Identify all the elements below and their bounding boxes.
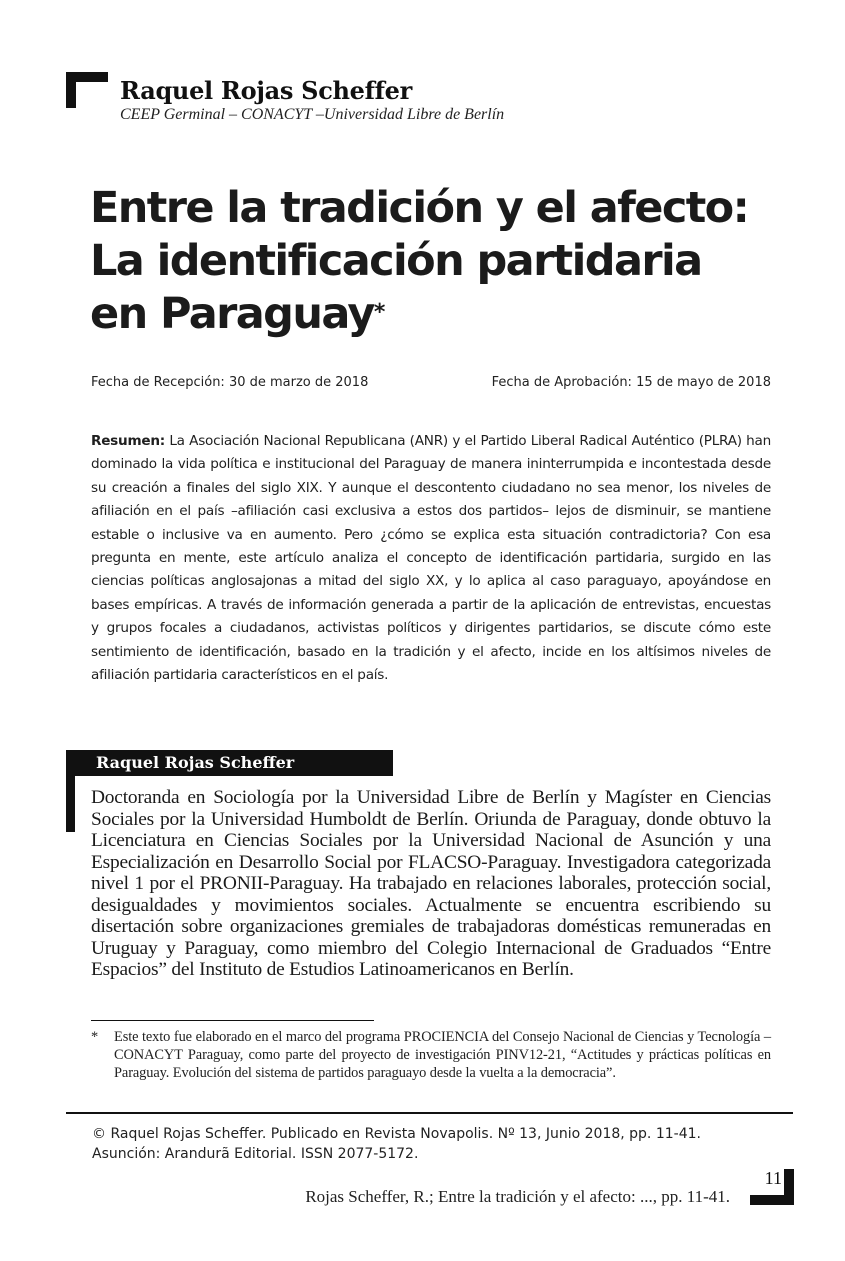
page-number: 11	[764, 1168, 782, 1188]
title-line-3: en Paraguay	[90, 289, 374, 339]
author-affiliation: CEEP Germinal – CONACYT –Universidad Libre de Berlín	[120, 106, 505, 123]
copyright-line-1: © Raquel Rojas Scheffer. Publicado en Revista Novapolis. Nº 13, Junio 2018, pp. 11-41.	[92, 1126, 701, 1142]
corner-mark-top-left	[66, 72, 108, 108]
bio-label: Raquel Rojas Scheffer	[96, 753, 295, 772]
copyright-notice	[92, 1124, 782, 1164]
title-line-1: Entre la tradición y el afecto:	[90, 183, 749, 233]
abstract-label: Resumen:	[91, 433, 165, 449]
copyright-line-2: Asunción: Arandurã Editorial. ISSN 2077-5172.	[92, 1146, 419, 1162]
footnote	[91, 1028, 771, 1082]
running-footer: Rojas Scheffer, R.; Entre la tradición y el afecto: ..., pp. 11-41.	[305, 1187, 730, 1206]
reception-date: Fecha de Recepción: 30 de marzo de 2018	[91, 375, 369, 390]
approval-date: Fecha de Aprobación: 15 de mayo de 2018	[491, 375, 771, 390]
footnote-mark: *	[91, 1029, 99, 1045]
author-name: Raquel Rojas Scheffer	[120, 76, 413, 105]
author-bio: Doctoranda en Sociología por la Universidad Libre de Berlín y Magíster en Ciencias Sociales por la Universidad Humboldt de Berlín. Oriunda de Paraguay, donde obtuvo la Licenciatura en Ciencias Sociales por la Universidad Nacional de Asunción y una Especialización en Desarrollo Social por FLACSO-Paraguay. Investigadora categorizada nivel 1 por el PRONII-Paraguay. Ha trabajado en relaciones laborales, protección social, desigualdades y movimientos sociales. Actualmente se encuentra escribiendo su disertación sobre organizaciones gremiales de trabajadoras domésticas remuneradas en Uruguay y Paraguay, como miembro del Colegio Internacional de Graduados “Entre Espacios” del Instituto de Estudios Latinoamericanos en Berlín.	[91, 787, 771, 980]
footnote-rule	[91, 1020, 374, 1021]
bio-bracket	[66, 776, 75, 832]
title-footnote-mark: *	[373, 300, 386, 325]
abstract	[91, 430, 771, 687]
bottom-rule	[66, 1112, 793, 1114]
title-line-2: La identificación partidaria	[90, 236, 702, 286]
abstract-text: La Asociación Nacional Republicana (ANR) y el Partido Liberal Radical Auténtico (PLRA) han dominado la vida política e institucional del Paraguay de manera ininterrumpida e incontestada desde su creación a finales del siglo XIX. Y aunque el descontento ciudadano no sea menor, los niveles de afiliación en el país –afiliación casi exclusiva a estos dos partidos– lejos de disminuir, se mantiene estable o inclusive va en aumento. Pero ¿cómo se explica esta situación contradictoria? Con esa pregunta en mente, este artículo analiza el concepto de identificación partidaria, surgido en las ciencias políticas anglosajonas a mitad del siglo XX, y lo aplica al caso paraguayo, apoyándose en bases empíricas. A través de información generada a partir de la aplicación de entrevistas, encuestas y grupos focales a ciudadanos, activistas políticos y dirigentes partidarios, se discute cómo este sentimiento de identificación, basado en la tradición y el afecto, incide en los altísimos niveles de afiliación partidaria característicos en el país.	[91, 433, 771, 684]
footnote-text: Este texto fue elaborado en el marco del programa PROCIENCIA del Consejo Nacional de Ciencias y Tecnología – CONACYT Paraguay, como parte del proyecto de investigación PINV12-21, “Actitudes y prácticas políticas en Paraguay. Evolución del sistema de partidos paraguayo desde la vuelta a la democracia”.	[114, 1029, 771, 1081]
article-title	[90, 182, 790, 341]
